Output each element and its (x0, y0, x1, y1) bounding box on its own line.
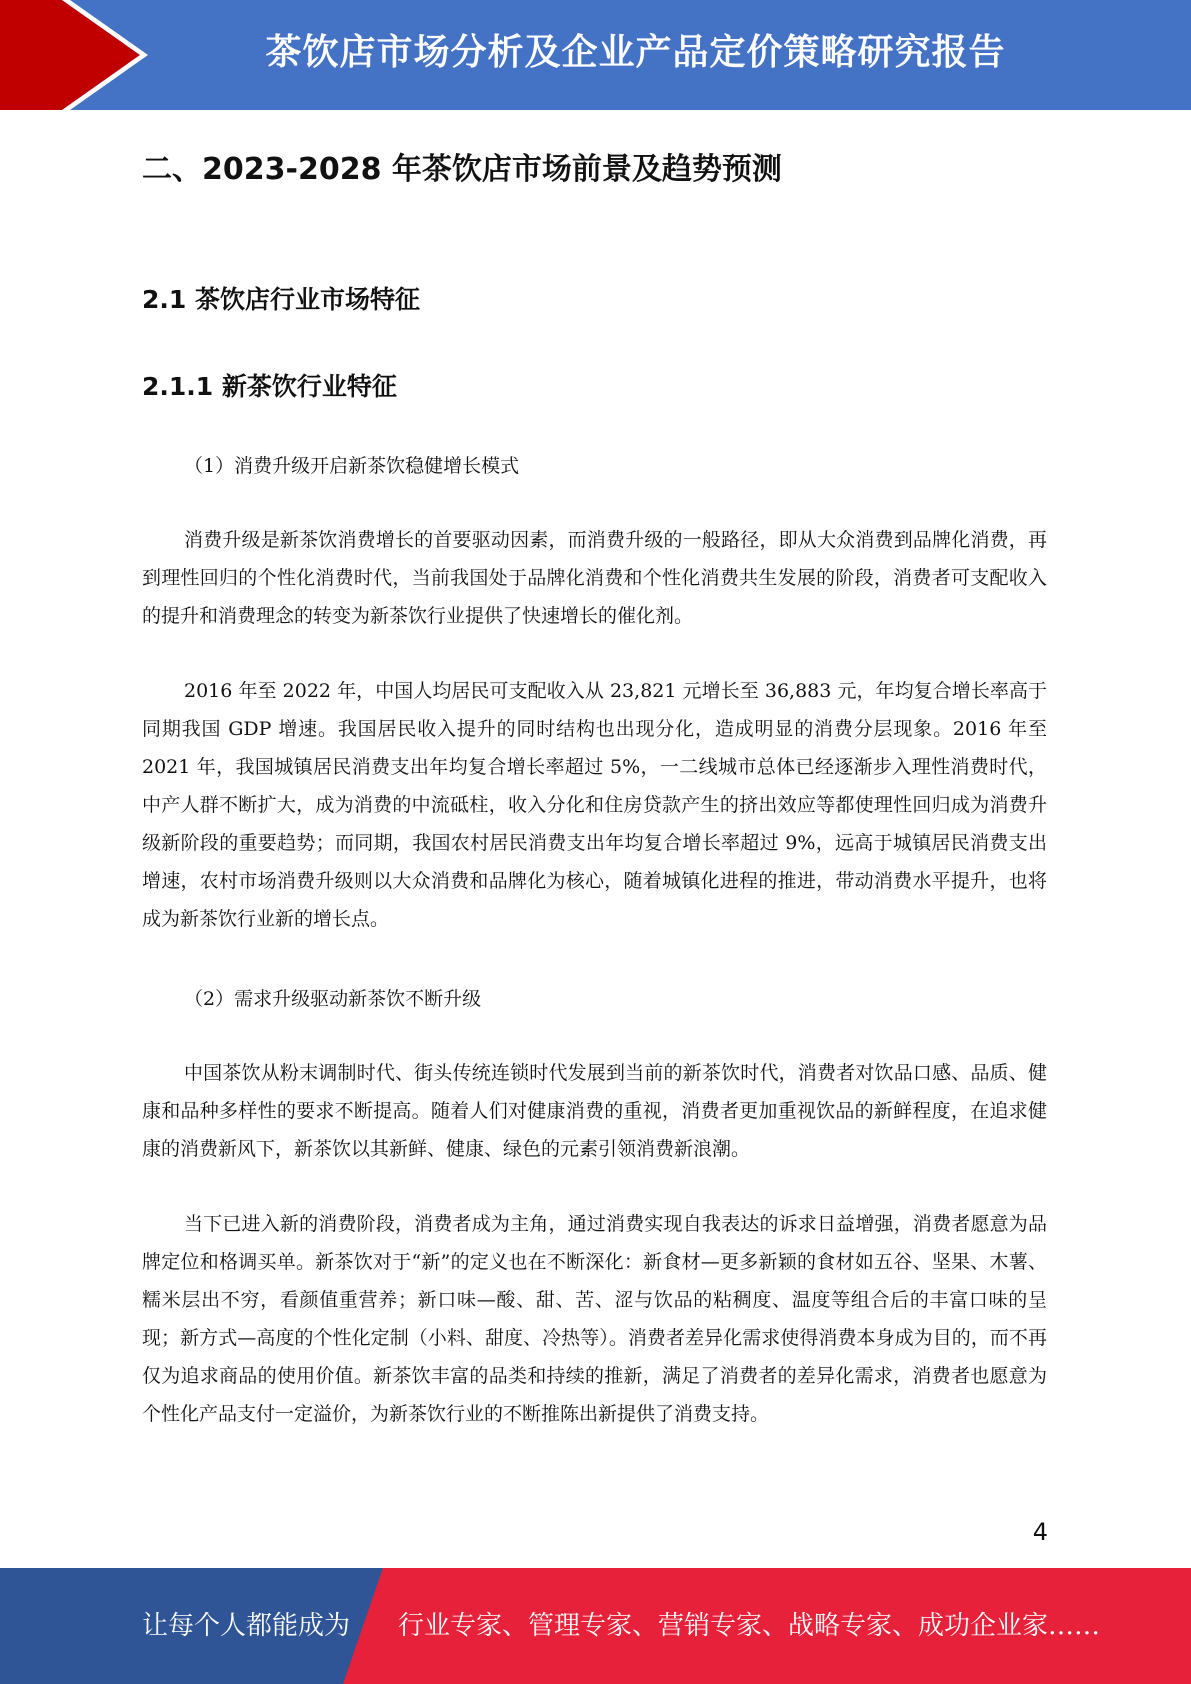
paragraph-1: 消费升级是新茶饮消费增长的首要驱动因素，而消费升级的一般路径，即从大众消费到品牌化消费，再到理性回归的个性化消费时代，当前我国处于品牌化消费和个性化消费共生发展的阶段，消费者可支配收入的提升和消费理念的转变为新茶饮行业提供了快速增长的催化剂。 (142, 529, 1047, 627)
footer-slogan-left: 让每个人都能成为 (142, 1611, 351, 1641)
paragraph-4: 当下已进入新的消费阶段，消费者成为主角，通过消费实现自我表达的诉求日益增强，消费者愿意为品牌定位和格调买单。新茶饮对于“新”的定义也在不断深化：新食材—更多新颖的食材如五谷、坚果、木薯、糯米层出不穷，看颜值重营养；新口味—酸、甜、苦、涩与饮品的粘稠度、温度等组合后的丰富口味的呈现；新方式—高度的个性化定制（小料、甜度、冷热等）。消费者差异化需求使得消费本身成为目的，而不再仅为追求商品的使用价值。新茶饮丰富的品类和持续的推新，满足了消费者的差异化需求，消费者也愿意为个性化产品支付一定溢价，为新茶饮行业的不断推陈出新提供了消费支持。 (142, 1213, 1047, 1425)
section-heading: 2.1 茶饮店行业市场特征 (142, 285, 420, 314)
point-heading-2: （2）需求升级驱动新茶饮不断升级 (184, 988, 482, 1010)
page-footer (0, 1568, 1191, 1684)
footer-slogan-right: 行业专家、管理专家、营销专家、战略专家、成功企业家…… (398, 1611, 1101, 1641)
paragraph-3: 中国茶饮从粉末调制时代、街头传统连锁时代发展到当前的新茶饮时代，消费者对饮品口感、品质、健康和品种多样性的要求不断提高。随着人们对健康消费的重视，消费者更加重视饮品的新鲜程度，在追求健康的消费新风下，新茶饮以其新鲜、健康、绿色的元素引领消费新浪潮。 (142, 1062, 1047, 1160)
point-heading-1: （1）消费升级开启新茶饮稳健增长模式 (184, 455, 520, 477)
page-number: 4 (1032, 1518, 1048, 1546)
red-arrow-decoration (0, 0, 160, 110)
report-title: 茶饮店市场分析及企业产品定价策略研究报告 (265, 32, 1006, 73)
paragraph-2: 2016 年至 2022 年，中国人均居民可支配收入从 23,821 元增长至 36,883 元，年均复合增长率高于同期我国 GDP 增速。我国居民收入提升的同时结构也出现分化，造成明显的消费分层现象。2016 年至 2021 年，我国城镇居民消费支出年均复合增长率超过 5%，一二线城市总体已经逐渐步入理性消费时代，中产人群不断扩大，成为消费的中流砥柱，收入分化和住房贷款产生的挤出效应等都使理性回归成为消费升级新阶段的重要趋势；而同期，我国农村居民消费支出年均复合增长率超过 9%，远高于城镇居民消费支出增速，农村市场消费升级则以大众消费和品牌化为核心，随着城镇化进程的推进，带动消费水平提升，也将成为新茶饮行业新的增长点。 (142, 680, 1047, 930)
report-header (0, 0, 1191, 110)
chapter-heading: 二、2023-2028 年茶饮店市场前景及趋势预测 (142, 152, 782, 187)
subsection-heading: 2.1.1 新茶饮行业特征 (142, 372, 397, 401)
